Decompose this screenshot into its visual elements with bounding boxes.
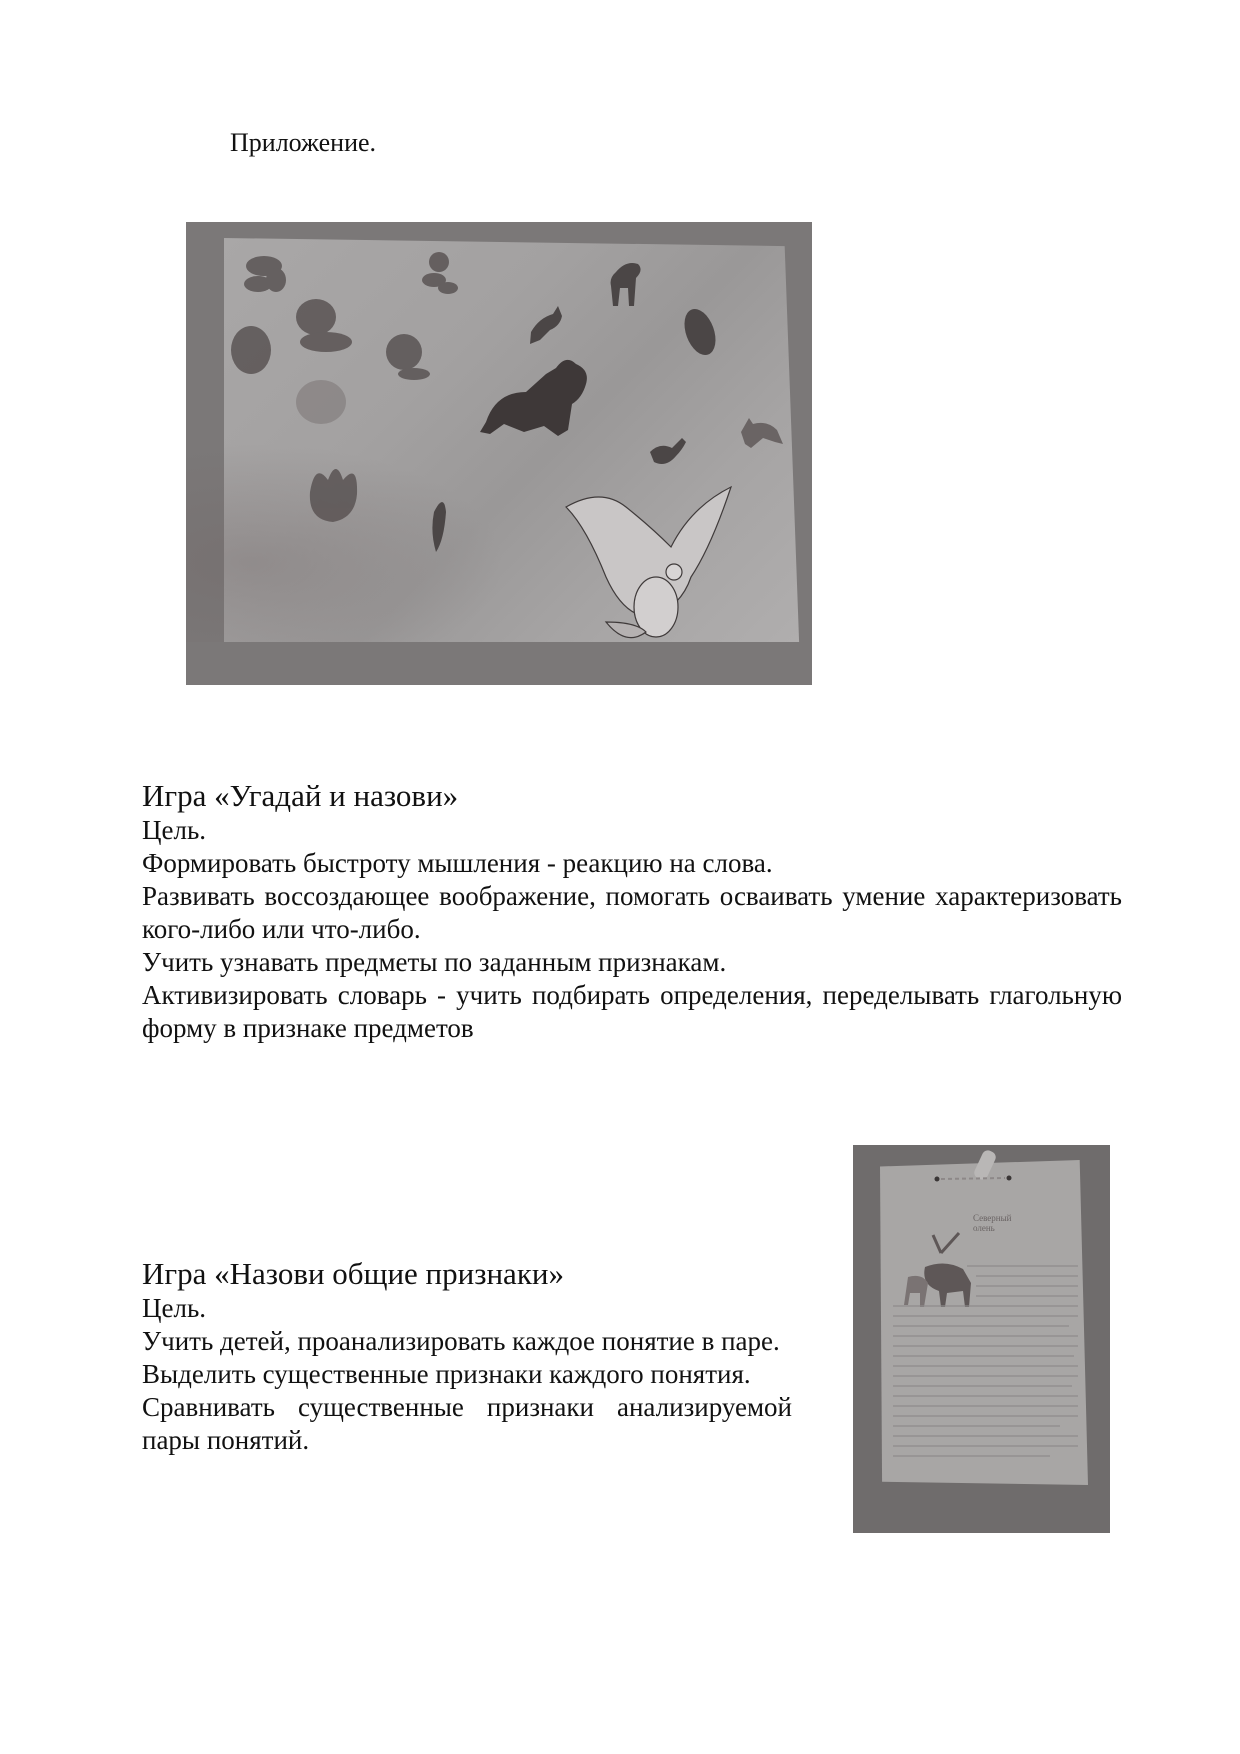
reading-card-photo [853, 1145, 1110, 1533]
card-title: Северный олень [973, 1213, 1012, 1233]
section-heading: Игра «Угадай и назови» [142, 778, 459, 813]
goal-item: Учить детей, проанализировать каждое понятие в паре. [142, 1326, 780, 1356]
appendix-label: Приложение. [230, 128, 377, 157]
goal-item: Активизировать словарь - учить подбирать определения, переделывать глагольную форму в признаке предметов [142, 980, 1122, 1043]
flower-figure [296, 299, 352, 352]
section-name-common-features [142, 1256, 792, 1457]
fox-figure [530, 306, 562, 344]
section-body [142, 814, 1122, 1045]
goal-item: Учить узнавать предметы по заданным признакам. [142, 947, 727, 977]
sparrow-figure [650, 438, 686, 464]
flower-figure [386, 334, 430, 380]
goal-item: Развивать воссоздающее воображение, помогать осваивать умение характеризовать кого-либо или что-либо. [142, 881, 1122, 944]
wolf-figure [611, 263, 641, 306]
section-guess-and-name [142, 778, 1122, 1045]
goal-label: Цель. [142, 1293, 207, 1323]
owl-figure [679, 305, 722, 360]
board-figures-illustration [186, 222, 812, 685]
section-body [142, 1292, 792, 1457]
flower-figure [310, 469, 357, 522]
goal-item: Выделить существенные признаки каждого понятия. [142, 1359, 751, 1389]
flower-figure [422, 252, 458, 294]
feather-figure [432, 502, 446, 552]
dove-figure [566, 487, 731, 638]
moose-herd-figure [480, 360, 587, 436]
section-heading: Игра «Назови общие признаки» [142, 1256, 564, 1291]
flower-figure [244, 256, 286, 292]
flower-figure [231, 326, 271, 374]
goal-label: Цель. [142, 815, 207, 845]
game-board-photo [186, 222, 812, 685]
flower-figure [296, 380, 346, 424]
card-text-lines [893, 1265, 1078, 1465]
goal-item: Сравнивать существенные признаки анализируемой пары понятий. [142, 1392, 792, 1455]
goal-item: Формировать быстроту мышления - реакцию на слова. [142, 848, 773, 878]
hare-figure [741, 418, 783, 448]
